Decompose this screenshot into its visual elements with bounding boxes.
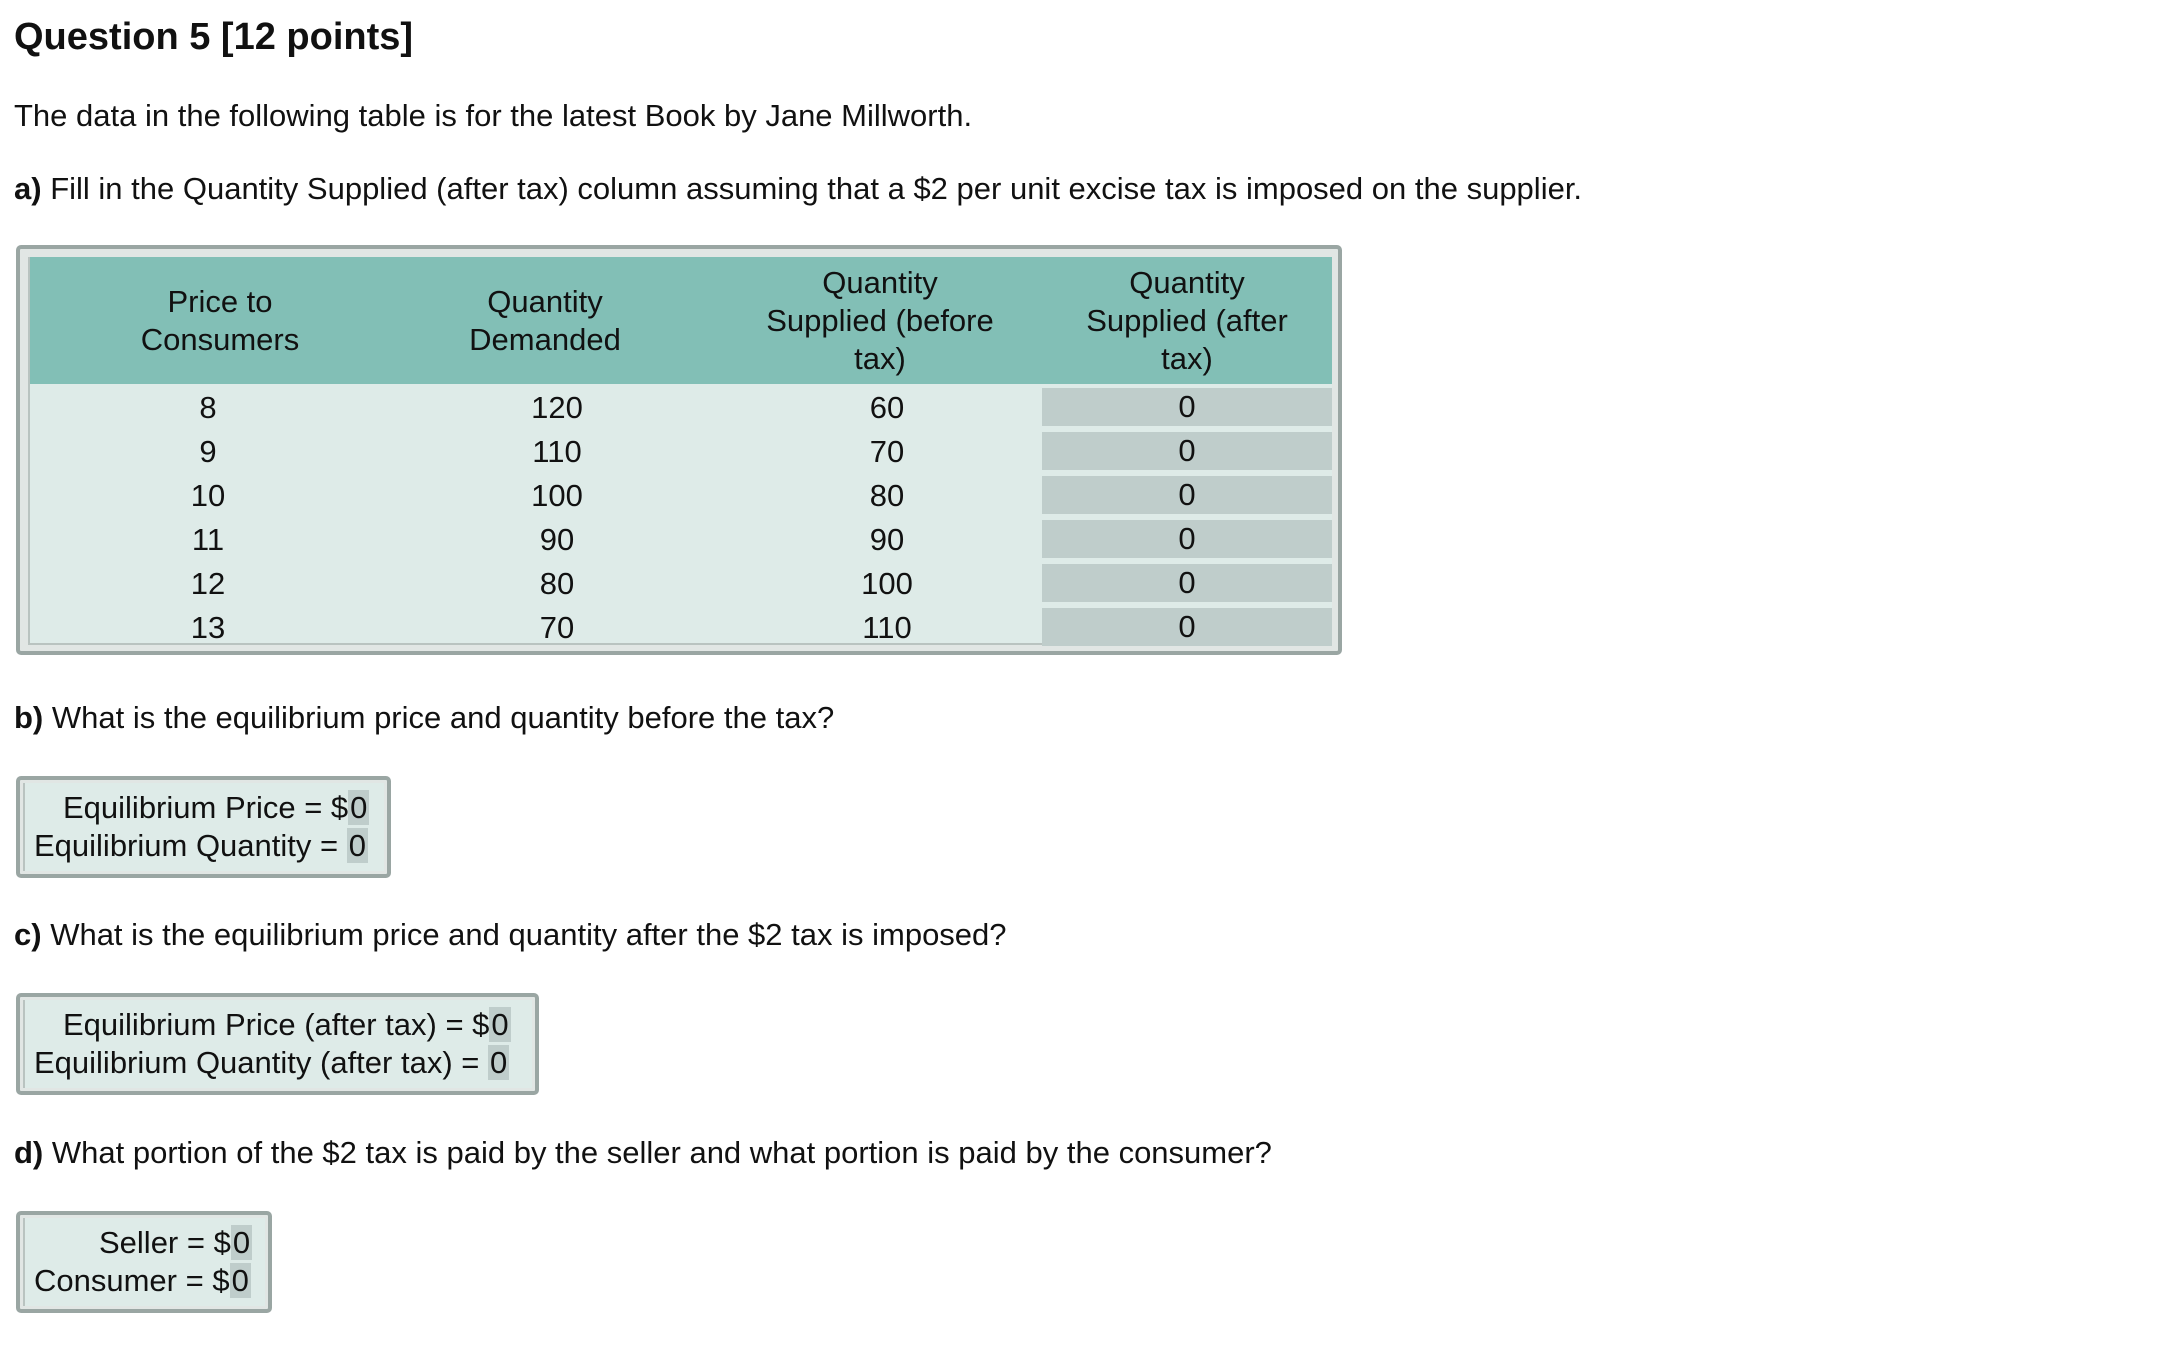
question-title: Question 5 [12 points] bbox=[14, 16, 414, 58]
eq-price-line bbox=[63, 790, 369, 826]
table-body bbox=[28, 257, 1332, 645]
qs-after-input[interactable]: 0 bbox=[1042, 476, 1332, 514]
cell-qd: 90 bbox=[539, 522, 575, 557]
header-quantity-demanded: Quantity Demanded bbox=[469, 283, 621, 357]
qs-after-input[interactable]: 0 bbox=[1042, 608, 1332, 646]
eq-quantity-after-tax-line bbox=[34, 1045, 509, 1081]
header-qs-before: Quantity Supplied (before tax) bbox=[766, 264, 994, 376]
cell-price: 12 bbox=[190, 566, 226, 601]
eq-price-input[interactable]: 0 bbox=[350, 790, 368, 825]
qs-after-input[interactable]: 0 bbox=[1042, 388, 1332, 426]
cell-qd: 70 bbox=[539, 610, 575, 645]
supply-demand-table bbox=[16, 245, 1342, 655]
seller-label: Seller = $ bbox=[99, 1225, 231, 1260]
part-c-answer-box bbox=[16, 993, 539, 1095]
header-qs-after: Quantity Supplied (after tax) bbox=[1086, 264, 1288, 376]
cell-qs-before: 70 bbox=[869, 434, 905, 469]
cell-qd: 80 bbox=[539, 566, 575, 601]
seller-line bbox=[99, 1225, 252, 1261]
eq-price-after-tax-line bbox=[63, 1007, 511, 1043]
cell-qd: 110 bbox=[532, 434, 582, 469]
cell-qs-before: 90 bbox=[869, 522, 905, 557]
cell-price: 10 bbox=[190, 478, 226, 513]
intro-text: The data in the following table is for the latest Book by Jane Millworth. bbox=[14, 98, 973, 133]
cell-qd: 120 bbox=[531, 390, 583, 425]
consumer-line bbox=[34, 1263, 251, 1299]
part-a-prompt bbox=[14, 171, 1582, 207]
part-b-label: b) bbox=[14, 700, 44, 735]
part-d-text: What portion of the $2 tax is paid by the seller and what portion is paid by the consumer? bbox=[43, 1135, 1272, 1170]
cell-price: 9 bbox=[199, 434, 217, 469]
eq-quantity-label: Equilibrium Quantity = bbox=[34, 828, 347, 863]
consumer-label: Consumer = $ bbox=[34, 1263, 230, 1298]
part-d-prompt bbox=[14, 1135, 1272, 1171]
table-header bbox=[30, 257, 1332, 384]
part-b-prompt bbox=[14, 700, 834, 736]
part-c-text: What is the equilibrium price and quantity after the $2 tax is imposed? bbox=[41, 917, 1007, 952]
part-a-label: a) bbox=[14, 171, 42, 206]
eq-price-after-tax-label: Equilibrium Price (after tax) = $ bbox=[63, 1007, 490, 1042]
part-d-answer-box bbox=[16, 1211, 272, 1313]
cell-qs-before: 110 bbox=[862, 610, 912, 645]
cell-price: 11 bbox=[191, 522, 225, 557]
seller-input[interactable]: 0 bbox=[232, 1225, 251, 1260]
cell-qs-before: 80 bbox=[869, 478, 905, 513]
header-price: Price to Consumers bbox=[140, 283, 300, 357]
part-b-text: What is the equilibrium price and quantity before the tax? bbox=[43, 700, 835, 735]
part-b-answer-box bbox=[16, 776, 391, 878]
qs-after-input[interactable]: 0 bbox=[1042, 564, 1332, 602]
eq-price-label: Equilibrium Price = $ bbox=[63, 790, 349, 825]
part-a-text: Fill in the Quantity Supplied (after tax) column assuming that a $2 per unit excise tax is imposed on the supplier. bbox=[41, 171, 1583, 206]
cell-qs-before: 100 bbox=[861, 566, 913, 601]
eq-price-after-tax-input[interactable]: 0 bbox=[491, 1007, 509, 1042]
eq-quantity-after-tax-label: Equilibrium Quantity (after tax) = bbox=[34, 1045, 488, 1080]
eq-quantity-line bbox=[34, 828, 368, 864]
cell-qd: 100 bbox=[531, 478, 583, 513]
qs-after-input[interactable]: 0 bbox=[1042, 520, 1332, 558]
eq-quantity-after-tax-input[interactable]: 0 bbox=[489, 1045, 508, 1080]
cell-price: 8 bbox=[199, 390, 217, 425]
part-d-label: d) bbox=[14, 1135, 44, 1170]
cell-price: 13 bbox=[190, 610, 226, 645]
eq-quantity-input[interactable]: 0 bbox=[348, 828, 366, 863]
cell-qs-before: 60 bbox=[869, 390, 905, 425]
part-c-label: c) bbox=[14, 917, 42, 952]
consumer-input[interactable]: 0 bbox=[231, 1263, 249, 1298]
part-c-prompt bbox=[14, 917, 1007, 953]
qs-after-input[interactable]: 0 bbox=[1042, 432, 1332, 470]
